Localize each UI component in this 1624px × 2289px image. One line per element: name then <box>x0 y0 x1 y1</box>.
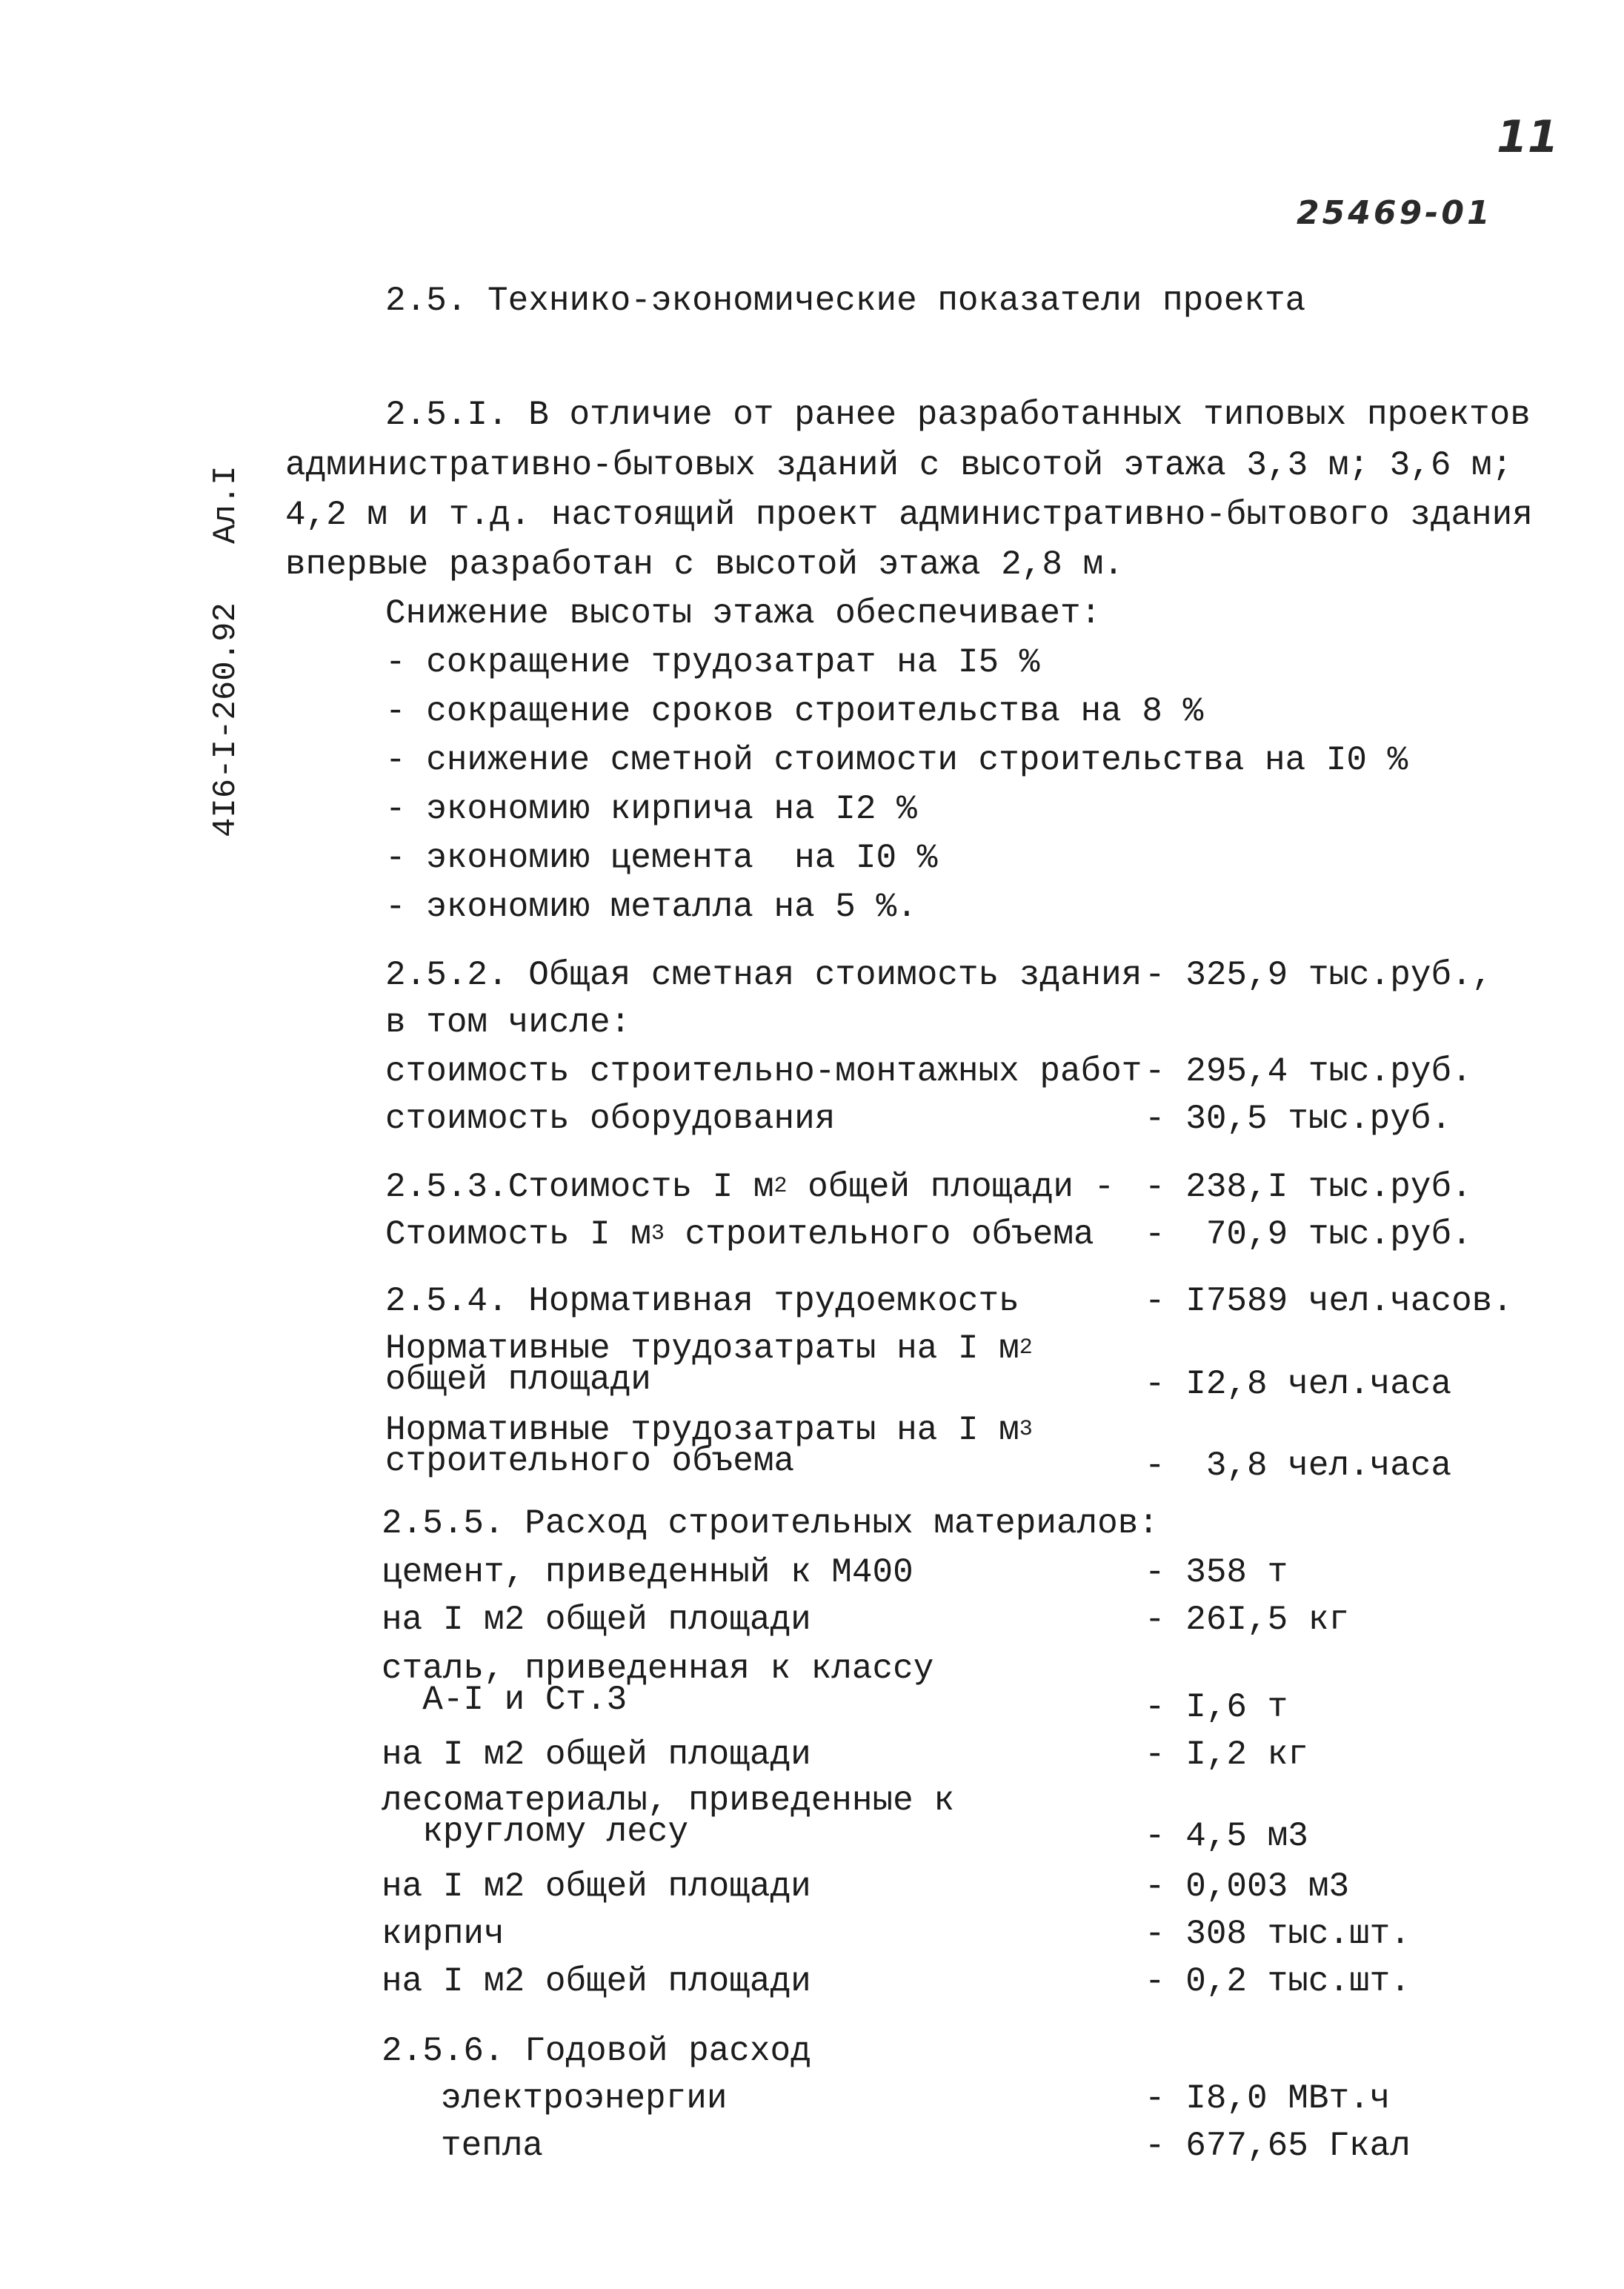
labor-m3-label: Нормативные трудозатраты на I $м^3$ <box>385 1411 1033 1449</box>
annual-title: 2.5.6. Годовой расход <box>382 2032 811 2070</box>
side-stamp: 4I6-I-260.92 Ал.I <box>207 465 244 837</box>
smr-cost-value: - 295,4 тыс.руб. <box>1145 1052 1472 1091</box>
material-value: - I,6 т <box>1145 1688 1288 1727</box>
equipment-cost-label: стоимость оборудования <box>385 1100 836 1138</box>
material-label: цемент, приведенный к М400 <box>382 1553 914 1592</box>
material-value: - 26I,5 кг <box>1145 1601 1350 1639</box>
material-label: сталь, приведенная к классу <box>382 1650 934 1688</box>
reduction-title: Снижение высоты этажа обеспечивает: <box>385 594 1102 633</box>
material-label: кирпич <box>382 1915 505 1953</box>
material-label-cont: А-I и Ст.3 <box>382 1681 628 1719</box>
labor-m3-value: - 3,8 чел.часа <box>1145 1446 1452 1485</box>
material-label: на I м2 общей площади <box>382 1601 811 1639</box>
intro-line-2: административно-бытовых зданий с высотой этажа 3,3 м; 3,6 м; <box>285 446 1513 485</box>
cost-label: 2.5.2. Общая сметная стоимость здания <box>385 956 1142 994</box>
unit-cost-m2-label: 2.5.3.Стоимость I $м^2$ общей площади - <box>385 1168 1115 1206</box>
labor-m2-label: Нормативные трудозатраты на I $м^2$ <box>385 1329 1033 1368</box>
material-label-cont: круглому лесу <box>382 1813 689 1851</box>
list-item: - сокращение трудозатрат на I5 % <box>385 643 1040 682</box>
unit-cost-m3-value: - 70,9 тыс.руб. <box>1145 1215 1472 1254</box>
annual-heat-label: тепла <box>441 2127 544 2165</box>
list-item: - экономию цемента на I0 % <box>385 839 938 877</box>
material-label: на I м2 общей площади <box>382 1962 811 2001</box>
material-value: - 4,5 м3 <box>1145 1817 1308 1856</box>
list-item: - сокращение сроков строительства на 8 % <box>385 692 1204 731</box>
list-item: - экономию металла на 5 %. <box>385 888 917 926</box>
list-item: - экономию кирпича на I2 % <box>385 790 917 828</box>
intro-line-3: 4,2 м и т.д. настоящий проект административно-бытового здания <box>285 496 1533 534</box>
materials-title: 2.5.5. Расход строительных материалов: <box>382 1504 1159 1543</box>
material-label: на I м2 общей площади <box>382 1735 811 1774</box>
material-value: - I,2 кг <box>1145 1735 1308 1774</box>
labor-total-value: - I7589 чел.часов. <box>1145 1282 1513 1320</box>
labor-m2-value: - I2,8 чел.часа <box>1145 1365 1452 1403</box>
unit-cost-m3-label: Стоимость I $м^3$ строительного объема <box>385 1215 1094 1254</box>
annual-electricity-label: электроэнергии <box>441 2079 728 2118</box>
intro-line-1: 2.5.I. В отличие от ранее разработанных типовых проектов <box>385 396 1531 434</box>
labor-m3-label-cont: строительного объема <box>385 1442 795 1481</box>
section-heading: 2.5. Технико-экономические показатели проекта <box>385 282 1306 320</box>
material-value: - 0,2 тыс.шт. <box>1145 1962 1411 2001</box>
material-value: - 308 тыс.шт. <box>1145 1915 1411 1953</box>
material-value: - 358 т <box>1145 1553 1288 1592</box>
smr-cost-label: стоимость строительно-монтажных работ <box>385 1052 1142 1091</box>
list-item: - снижение сметной стоимости строительства на I0 % <box>385 741 1408 780</box>
labor-m2-label-cont: общей площади <box>385 1361 651 1399</box>
page-number: 11 <box>1497 111 1559 163</box>
cost-value: - 325,9 тыс.руб., <box>1145 956 1493 994</box>
material-label: лесоматериалы, приведенные к <box>382 1781 954 1820</box>
unit-cost-m2-value: - 238,I тыс.руб. <box>1145 1168 1472 1206</box>
labor-total-label: 2.5.4. Нормативная трудоемкость <box>385 1282 1019 1320</box>
material-value: - 0,003 м3 <box>1145 1867 1350 1906</box>
material-label: на I м2 общей площади <box>382 1867 811 1906</box>
document-code: 25469-01 <box>1297 194 1493 232</box>
annual-electricity-value: - I8,0 МВт.ч <box>1145 2079 1391 2118</box>
cost-sub: в том числе: <box>385 1003 631 1042</box>
equipment-cost-value: - 30,5 тыс.руб. <box>1145 1100 1452 1138</box>
intro-line-4: впервые разработан с высотой этажа 2,8 м. <box>285 545 1124 584</box>
annual-heat-value: - 677,65 Гкал <box>1145 2127 1411 2165</box>
